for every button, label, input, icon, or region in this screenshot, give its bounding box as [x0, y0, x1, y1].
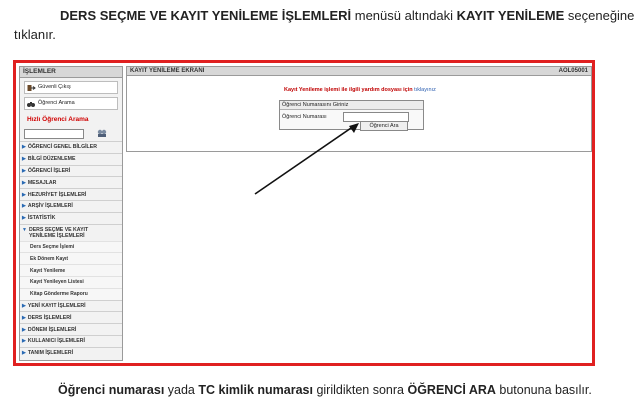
menu-item[interactable]: ▶ KULLANICI İŞLEMLERİ [20, 335, 122, 347]
menu-arrow-icon: ▶ [22, 203, 26, 210]
student-search-submit-button[interactable]: Öğrenci Ara [360, 121, 408, 131]
menu-item[interactable]: ▶ DERS İŞLEMLERİ [20, 311, 122, 323]
menu-item[interactable]: ▶ TANIM İŞLEMLERİ [20, 347, 122, 359]
menu-item[interactable]: ▶ MESAJLAR [20, 176, 122, 188]
menu-item-ders-secme[interactable]: ▼ DERS SEÇME VE KAYIT YENİLEME İŞLEMLERİ [20, 224, 122, 241]
fieldset-title: Öğrenci Numarasını Giriniz [280, 101, 423, 110]
instruction-bold: ÖĞRENCİ ARA [407, 383, 496, 397]
menu-item[interactable]: ▶ YENİ KAYIT İŞLEMLERİ [20, 300, 122, 312]
menu-item[interactable]: ▶ HEZURİYET İŞLEMLERİ [20, 188, 122, 200]
instruction-text: seçeneğine [564, 8, 634, 23]
menu-arrow-icon: ▶ [22, 144, 26, 151]
instruction-bold: TC kimlik numarası [198, 383, 313, 397]
menu-arrow-icon: ▶ [22, 215, 26, 222]
menu-arrow-icon: ▶ [22, 191, 26, 198]
menu-arrow-icon: ▶ [22, 350, 26, 357]
instruction-text: yada [164, 383, 199, 397]
help-text: Kayıt Yenileme işlemi ile ilgili yardım dosyası için [284, 87, 413, 93]
menu-item[interactable]: ▶ DÖNEM İŞLEMLERİ [20, 323, 122, 335]
menu-item[interactable]: ▶ ÖĞRENCİ GENEL BİLGİLER [20, 141, 122, 153]
menu-arrow-icon: ▶ [22, 156, 26, 163]
instruction-bold-option: KAYIT YENİLEME [456, 8, 565, 23]
menu-arrow-down-icon: ▼ [22, 226, 27, 233]
instruction-text: menüsü altındaki [351, 8, 457, 23]
submenu-item[interactable]: Ders Seçme İşlemi [20, 241, 122, 253]
logout-label: Güvenli Çıkış [38, 84, 71, 90]
screen-code: AOL05001 [558, 68, 588, 74]
menu-arrow-icon: ▶ [22, 314, 26, 321]
sidebar-title: İŞLEMLER [20, 67, 122, 78]
submenu-item[interactable]: Ek Dönem Kayıt [20, 252, 122, 264]
instruction-bold: Öğrenci numarası [58, 383, 165, 397]
submenu-item[interactable]: Kitap Gönderme Raporu [20, 288, 122, 300]
help-link[interactable]: tıklayınız [414, 87, 436, 93]
student-search-label: Öğrenci Arama [38, 100, 75, 106]
instruction-text: butonuna basılır. [495, 383, 592, 397]
instruction-text: girildikten sonra [312, 383, 408, 397]
screenshot-frame [13, 60, 595, 366]
menu-item[interactable]: ▶ İSTATİSTİK [20, 212, 122, 224]
instruction-bold-menu: DERS SEÇME VE KAYIT YENİLEME İŞLEMLERİ [60, 8, 352, 23]
menu-item[interactable]: ▶ ARŞİV İŞLEMLERİ [20, 200, 122, 212]
submenu-item-kayit-yenileme[interactable]: Kayıt Yenileme [20, 264, 122, 276]
quick-search-title: Hızlı Öğrenci Arama [27, 116, 89, 123]
menu-item[interactable]: ▶ BİLGİ DÜZENLEME [20, 153, 122, 165]
instruction-line-2: tıklanır. [14, 27, 56, 42]
menu-item[interactable]: ▶ ÖĞRENCİ İŞLERİ [20, 165, 122, 177]
instruction-line-bottom [58, 383, 592, 397]
menu-arrow-icon: ▶ [22, 302, 26, 309]
pointer-arrow-icon [16, 63, 592, 363]
menu-arrow-icon: ▶ [22, 338, 26, 345]
page-title: KAYIT YENİLEME EKRANI [130, 68, 205, 74]
menu-arrow-icon: ▶ [22, 167, 26, 174]
submenu-item[interactable]: Kayıt Yenileyen Listesi [20, 276, 122, 288]
instruction-line-1 [60, 8, 634, 23]
menu-arrow-icon: ▶ [22, 179, 26, 186]
student-number-label: Öğrenci Numarası [282, 114, 327, 120]
menu-arrow-icon: ▶ [22, 326, 26, 333]
